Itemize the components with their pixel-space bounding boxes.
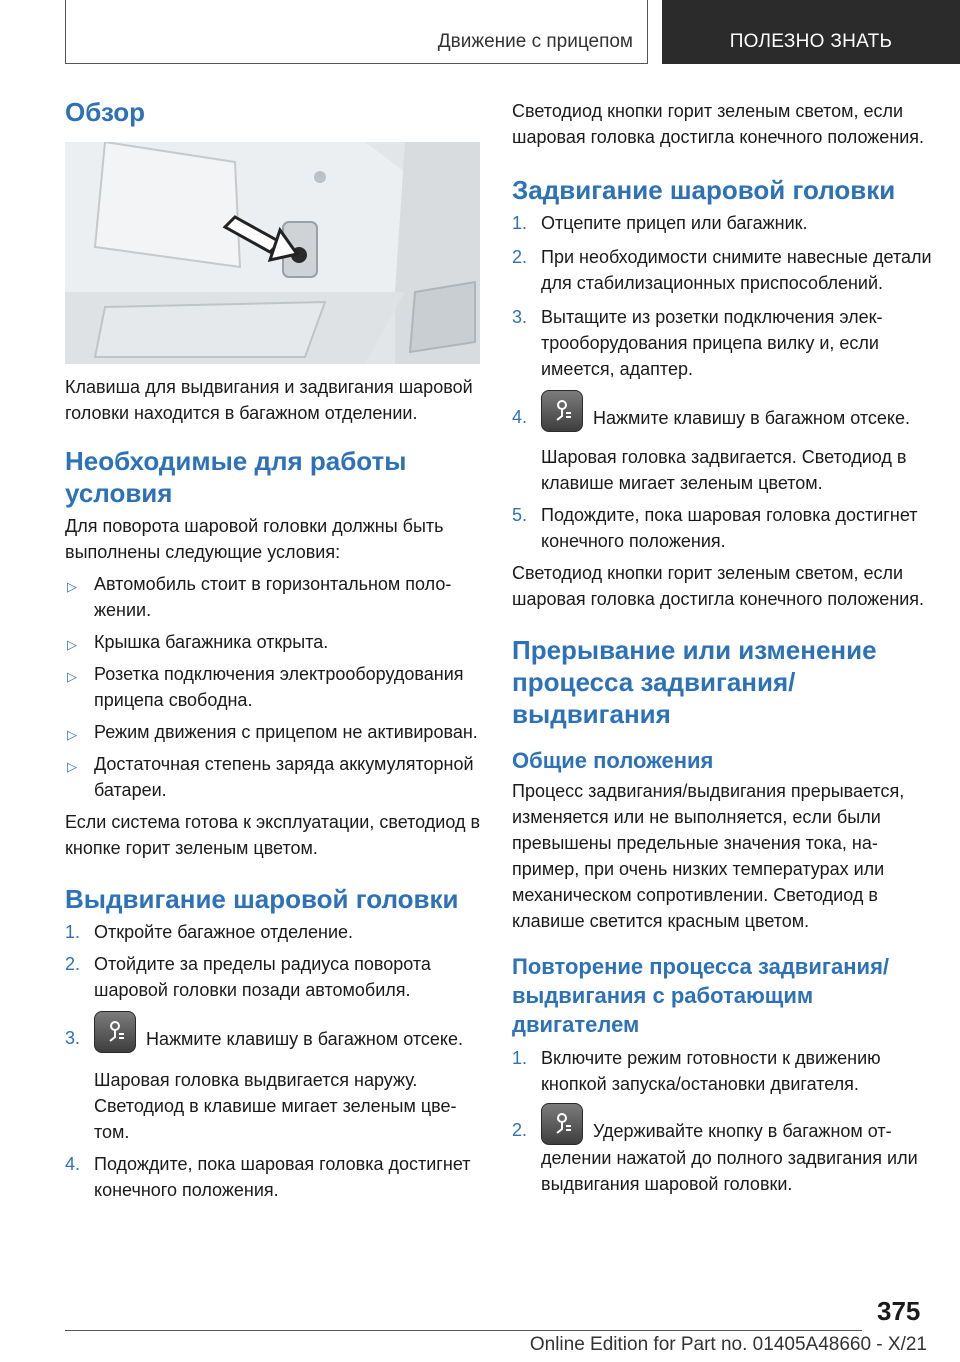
list-item: 1. Включите режим готовности к движению кнопкой запуска/остановки двигателя. xyxy=(512,1048,881,1094)
list-item: 2. Удерживайте кнопку в багажном отделении нажатой до полного задвигания или выдвигания шаровой головки. xyxy=(512,1103,932,1197)
figure-caption: Клавиша для выдвигания и задвигания шаровой головки находится в багажном отделении. xyxy=(65,377,473,423)
retract-steps xyxy=(512,210,932,554)
edition-note: Online Edition for Part no. 01405A48660 - X/21 xyxy=(529,1334,927,1355)
list-item: 3. Вытащите из розетки подключения электрооборудования прицепа вилку и, если имеется, адаптер. xyxy=(512,307,883,379)
list-item: ▷ Режим движения с прицепом не активирован. xyxy=(65,719,480,745)
retract-heading: Задвигание шаровой головки xyxy=(512,175,896,205)
general-text: Процесс задвигания/выдвигания прерывается, изменяется или не выполняется, если были превышены предельные значения тока, например, при очень низких температурах или механическом сопротивлении. Светодиод в клавише светится красным цветом. xyxy=(512,781,905,931)
trailer-hitch-button-icon xyxy=(94,1011,136,1053)
right-column xyxy=(512,96,932,1197)
list-item: 1. Откройте багажное отделение. xyxy=(65,922,354,942)
trailer-hitch-button-icon xyxy=(541,1103,583,1145)
list-item: ▷ Достаточная степень заряда аккумуляторной батареи. xyxy=(67,754,474,800)
trunk-illustration xyxy=(65,142,480,364)
list-item: 2. При необходимости снимите навесные детали для стабилизационных приспособлений. xyxy=(512,247,932,293)
conditions-list xyxy=(65,571,480,803)
list-item: 2. Отойдите за пределы радиуса поворота шаровой головки позади автомобиля. xyxy=(65,954,431,1000)
left-column xyxy=(65,96,480,1203)
running-header-chapter xyxy=(662,0,960,64)
general-heading: Общие положения xyxy=(512,748,714,773)
trailer-hitch-button-icon xyxy=(541,390,583,432)
triangle-bullet-icon: ▷ xyxy=(67,637,77,652)
footer-divider xyxy=(65,1330,862,1331)
list-item: 4. Нажмите клавишу в багажном отсеке. Шаровая головка задвигается. Светодиод в клавише мигает зеленым цветом. xyxy=(512,390,932,496)
chapter-title: ПОЛЕЗНО ЗНАТЬ xyxy=(729,31,893,52)
triangle-bullet-icon: ▷ xyxy=(67,759,77,774)
conditions-heading: Необходимые для работы условия xyxy=(65,446,407,508)
extend-steps xyxy=(65,919,480,1203)
led-text-2: Светодиод кнопки горит зеленым светом, если шаровая головка достигла конечного положения. xyxy=(512,563,925,609)
led-text-1: Светодиод кнопки горит зеленым светом, если шаровая головка достигла конечного положения. xyxy=(512,101,925,147)
ready-text: Если система готова к эксплуатации, светодиод в кнопке горит зеленым цветом. xyxy=(65,812,481,858)
list-item: ▷ Розетка подключения электрооборудования прицепа свободна. xyxy=(67,664,464,710)
extend-heading: Выдвигание шаровой головки xyxy=(65,884,459,914)
list-item: ▷ Крышка багажника открыта. xyxy=(65,629,480,655)
section-title: Движение с прицепом xyxy=(437,30,633,52)
overview-heading: Обзор xyxy=(65,97,145,127)
trunk-button-figure xyxy=(65,142,480,364)
triangle-bullet-icon: ▷ xyxy=(67,669,77,684)
list-item: 4. Подождите, пока шаровая головка достигнет конечного положения. xyxy=(65,1154,471,1200)
repeat-steps xyxy=(512,1045,932,1197)
list-item: ▷ Автомобиль стоит в горизонтальном положении. xyxy=(67,574,452,620)
triangle-bullet-icon: ▷ xyxy=(67,727,77,742)
triangle-bullet-icon: ▷ xyxy=(67,579,77,594)
running-header-section xyxy=(65,0,648,64)
page-number: 375 xyxy=(877,1296,921,1326)
list-item: 5. Подождите, пока шаровая головка достигнет конечного положения. xyxy=(512,505,918,551)
conditions-intro: Для поворота шаровой головки должны быть выполнены следующие условия: xyxy=(65,516,444,562)
list-item: 1. Отцепите прицеп или багажник. xyxy=(512,213,808,233)
list-item: 3. Нажмите клавишу в багажном отсеке. Шаровая головка выдвигается наружу. Светодиод в клавише мигает зеленым цветом. xyxy=(65,1011,480,1145)
interrupt-heading: Прерывание или изменение процесса задвигания/выдвигания xyxy=(512,635,877,729)
repeat-heading: Повторение процесса задвигания/выдвигания с работающим двигателем xyxy=(512,954,890,1037)
